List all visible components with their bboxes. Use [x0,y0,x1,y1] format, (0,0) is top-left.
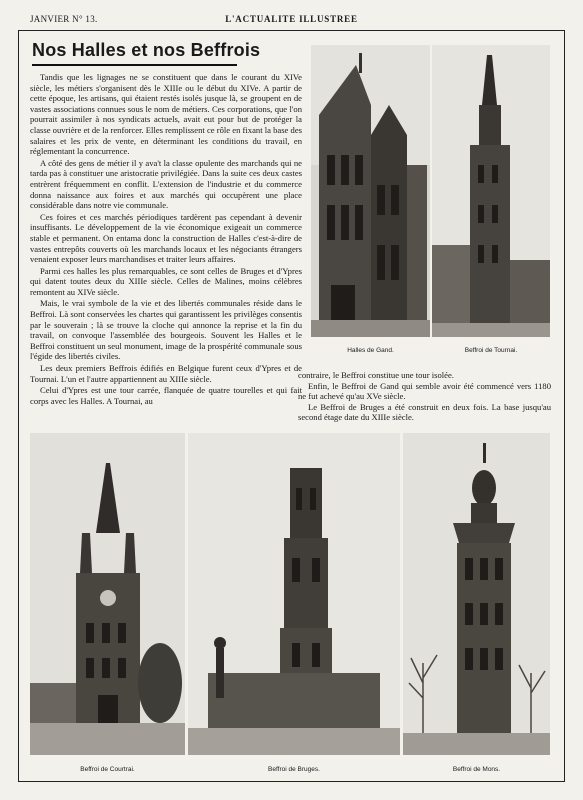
paragraph: Enfin, le Beffroi de Gand qui semble avoir été commencé vers 1180 ne fut achevé qu'au XVe siècle. [298,380,551,402]
paragraph: Celui d'Ypres est une tour carrée, flanquée de quatre tourelles et qui fait corps avec les Halles. A Tournai, au [30,385,302,406]
page-header [30,14,553,28]
paragraph: Ces foires et ces marchés périodiques tardèrent pas cependant à devenir insuffisants. Le développement de la vie économique exigeait un commerce stable et permanent. On entama donc la construction de Halles c'est-à-dire de vastes entrepôts couverts où les marchands locaux et les négociants étrangers venaient exposer leurs marchandises et traiter leurs affaires. [30,211,302,265]
photo-beffroi-bruges [188,433,400,755]
paragraph: Mais, le vrai symbole de la vie et des libertés communales réside dans le Beffroi. Là sont conservées les chartes qui garantissent les privilèges consentis par le souverain ; là se trouve la cloche qui annonce la reprise et la fin du travail, on convoque l'assemblée des bourgeois. Souvent les Halles et le Beffroi constituent un seul monument, image de la prospérité communale sous l'égide des libertés civiles. [30,298,302,362]
photo-beffroi-courtrai [30,433,185,755]
paragraph: A côté des gens de métier il y ava't la classe opulente des marchands qui ne tarda pas à constituer une aristocratie privilégiée. Dans la suite ces deux castes entrèrent fréquemment en conflit. L'extension de l'industrie et du commerce donna naissance aux foires et aux marchés qui occupèrent une place considérable dans notre vie communale. [30,157,302,211]
title-underline [32,64,237,66]
caption-bruges: Beffroi de Bruges. [268,766,320,773]
paragraph: contraire, le Beffroi constitue une tour isolée. [298,370,454,380]
paragraph: Le Beffroi de Bruges a été construit en deux fois. La base jusqu'au second étage date du XIIIe siècle. [298,401,551,423]
photo-halles-gand [311,45,430,337]
article-body-right [298,370,551,423]
publication-title: L'ACTUALITE ILLUSTREE [225,14,358,24]
article-body-left [30,72,302,407]
paragraph: Les deux premiers Beffrois édifiés en Belgique furent ceux d'Ypres et de Tournai. L'un et l'autre appartiennent au XIIIe siècle. [30,363,302,384]
caption-mons: Beffroi de Mons. [452,766,501,773]
caption-tournai: Beffroi de Tournai. [464,347,518,354]
issue-label: JANVIER N° 13. [30,14,98,24]
photo-beffroi-tournai [432,45,550,337]
caption-gand: Halles de Gand. [347,347,394,354]
photo-beffroi-mons [403,433,550,755]
caption-courtrai: Beffroi de Courtrai. [80,766,135,773]
article-title: Nos Halles et nos Beffrois [32,40,261,60]
paragraph: Tandis que les lignages ne se constituent que dans le courant du XIVe siècle, les métiers s'organisent dès le XIIIe ou le début du XIVe. A partir de cette époque, les artisans, qui étaient restés isolés jusque là, se groupent en de vastes associations connues sous le nom de métiers. Ces corporations, que l'on pourrait assimiler à nos syndicats actuels, avait eut pour but de protéger la classe ouvrière et de la renforcer. Elles remplissent ce rôle en fixant la base des salaires et les prix de vente, en déterminant les conditions du travail, en réglementant la concurrence. [30,72,302,157]
paragraph: Parmi ces halles les plus remarquables, ce sont celles de Bruges et d'Ypres qui datent toutes deux du XIIIe siècle. Celles de Malines, moins célèbres remontent au XIVe siècle. [30,265,302,297]
